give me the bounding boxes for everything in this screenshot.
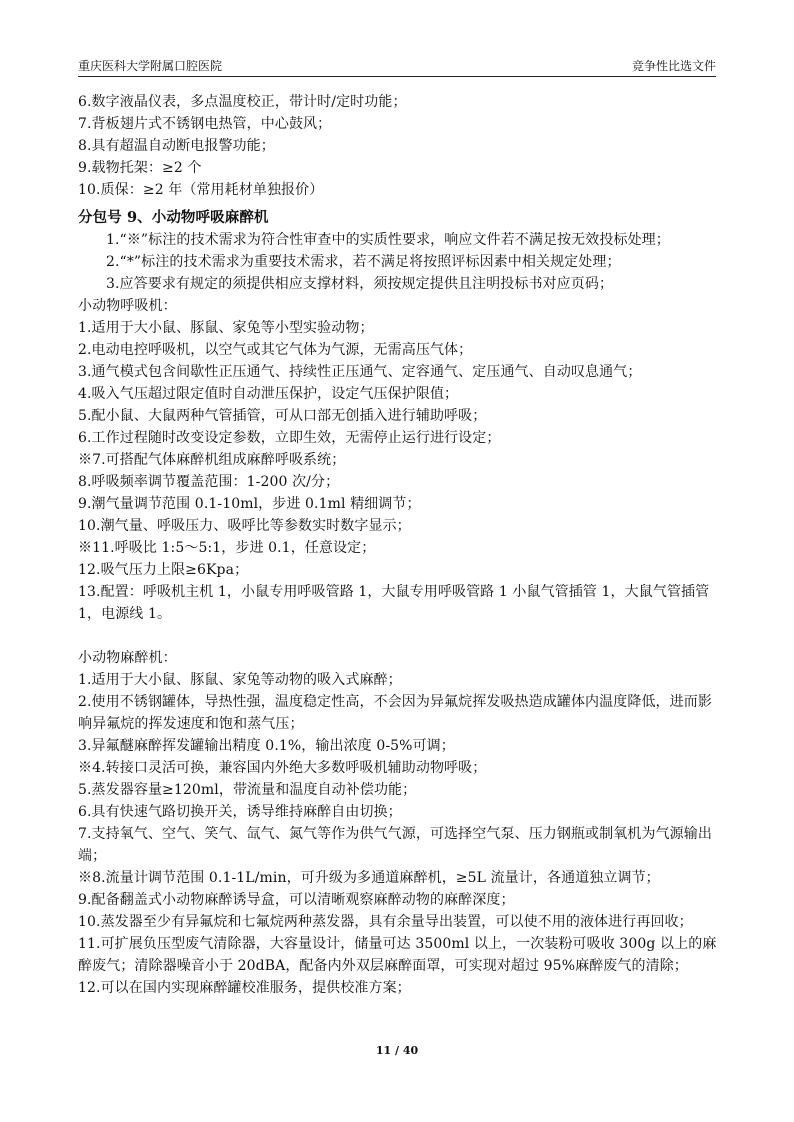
list-item: 3.通气模式包含间歇性正压通气、持续性正压通气、定容通气、定压通气、自动叹息通气； [78,364,642,380]
list-item: 5.配小鼠、大鼠两种气管插管，可从口部无创插入进行辅助呼吸； [78,408,487,424]
list-item: 10.潮气量、呼吸压力、吸呼比等参数实时数字显示； [78,518,411,534]
list-item: 9.潮气量调节范围 0.1-10ml，步进 0.1ml 精细调节； [78,496,421,512]
page-number: 11 / 40 [375,1044,419,1057]
list-item: 2.使用不锈钢罐体，导热性强，温度稳定性高，不会因为异氟烷挥发吸热造成罐体内温度降低，进而影响异氟烷的挥发速度和饱和蒸气压； [78,694,712,732]
list-item: 12.可以在国内实现麻醉罐校准服务，提供校准方案； [78,980,411,996]
list-item: 8.具有超温自动断电报警功能； [78,138,275,154]
note-item: 2.“*”标注的技术需求为重要技术需求，若不满足将按照评标因素中相关规定处理； [106,254,621,270]
list-item: 6.工作过程随时改变设定参数，立即生效，无需停止运行进行设定； [78,430,501,446]
list-item: 6.具有快速气路切换开关，诱导维持麻醉自由切换； [78,804,402,820]
header-hospital-name: 重庆医科大学附属口腔医院 [78,59,223,73]
list-item: 2.电动电控呼吸机，以空气或其它气体为气源，无需高压气体； [78,342,473,358]
list-item: 8.呼吸频率调节覆盖范围：1-200 次/分； [78,474,340,490]
list-item: 7.支持氧气、空气、笑气、氙气、氮气等作为供气气源，可选择空气泵、压力钢瓶或制氧机为气源输出端； [78,826,712,864]
header-doc-type: 竞争性比选文件 [631,59,716,73]
list-item: 11.可扩展负压型废气清除器，大容量设计，储量可达 3500ml 以上，一次装粉可吸收 300g 以上的麻醉废气；清除器噪音小于 20dBA，配备内外双层麻醉面罩，可实现对超过 95%麻醉废气的清除； [78,936,717,974]
list-item: 9.配备翻盖式小动物麻醉诱导盒，可以清晰观察麻醉动物的麻醉深度； [78,892,515,908]
note-item: 1.“※”标注的技术需求为符合性审查中的实质性要求，响应文件若不满足按无效投标处理； [106,232,670,248]
note-item: 3.应答要求有规定的须提供相应支撑材料，须按规定提供且注明投标书对应页码； [106,276,614,292]
anesthesia-heading: 小动物麻醉机： [78,650,177,666]
list-item: 12.吸气压力上限≥6Kpa； [78,562,249,578]
list-item: 4.吸入气压超过限定值时自动泄压保护，设定气压保护限值； [78,386,459,402]
list-item: 10.质保：≥2 年（常用耗材单独报价） [78,182,324,198]
list-item: ※11.呼吸比 1:5～5:1，步进 0.1，任意设定； [78,540,376,556]
section-title: 分包号 9、小动物呼吸麻醉机 [78,209,269,226]
list-item: 5.蒸发器容量≥120ml，带流量和温度自动补偿功能； [78,782,417,798]
document-body [78,91,719,999]
list-item: 6.数字液晶仪表，多点温度校正，带计时/定时功能； [78,94,407,110]
list-item: 10.蒸发器至少有异氟烷和七氟烷两种蒸发器，具有余量导出装置，可以使不用的液体进行再回收； [78,914,693,930]
respirator-heading: 小动物呼吸机： [78,298,177,314]
list-item: 13.配置：呼吸机主机 1，小鼠专用呼吸管路 1，大鼠专用呼吸管路 1 小鼠气管插管 1，大鼠气管插管 1，电源线 1。 [78,584,710,622]
blank-line [78,625,719,647]
list-item: 9.载物托架：≥2 个 [78,160,202,176]
list-item: 1.适用于大小鼠、豚鼠、家兔等小型实验动物； [78,320,374,336]
list-item: 3.异氟醚麻醉挥发罐输出精度 0.1%，输出浓度 0-5%可调； [78,738,455,754]
list-item: ※7.可搭配气体麻醉机组成麻醉呼吸系统； [78,452,346,468]
page-header [78,58,716,77]
list-item: 1.适用于大小鼠、豚鼠、家兔等动物的吸入式麻醉； [78,672,402,688]
list-item: ※8.流量计调节范围 0.1-1L/min，可升级为多通道麻醉机，≥5L 流量计，各通道独立调节； [78,870,660,886]
list-item: ※4.转接口灵活可换，兼容国内外绝大多数呼吸机辅助动物呼吸； [78,760,487,776]
list-item: 7.背板翅片式不锈钢电热管，中心鼓风； [78,116,332,132]
